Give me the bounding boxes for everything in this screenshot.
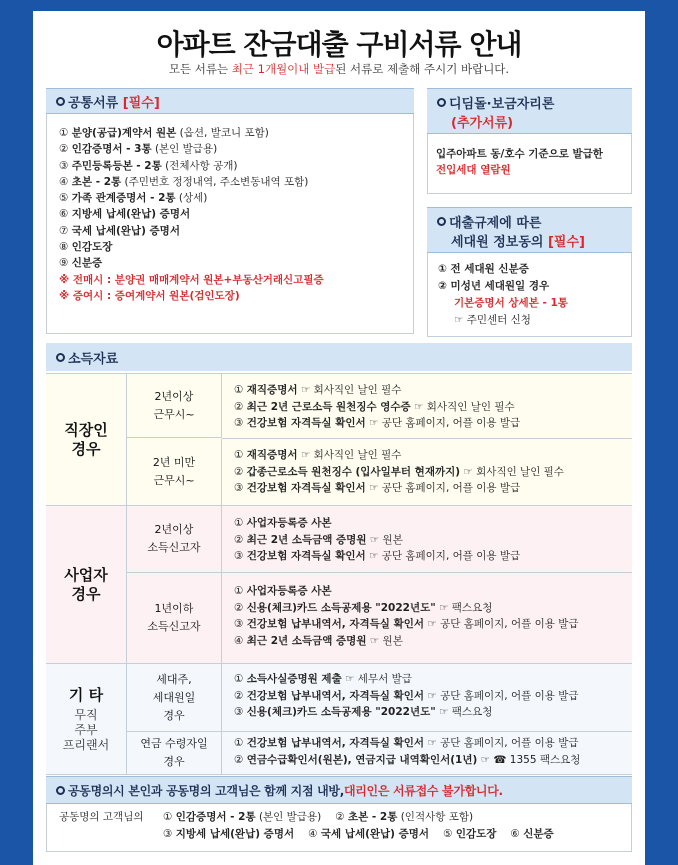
item-number: ② [234,601,247,614]
item-title: 갑종근로소득 원천징수 (입사일부터 현재까지) [246,465,461,478]
item-title: 건강보험 자격득실 확인서 [246,550,366,562]
item-note: (상세) [175,192,208,205]
didimdol-header [427,88,632,134]
item-number: ④ [59,175,72,188]
item-title: 재직증명서 [246,384,298,396]
document-page [33,11,645,865]
income-header [46,343,632,371]
common-doc-item [59,125,324,141]
item-number: ④ [308,828,321,840]
item-title: 주민등록등본 - 2통 [71,159,162,172]
page-title: 아파트 잔금대출 구비서류 안내 [156,28,522,61]
item-number: ② [59,143,72,156]
required-tag: [필수] [547,235,585,250]
item-number: ② [234,533,247,546]
joint-line2 [163,826,568,843]
item-title: 인감도장 [71,241,113,254]
employee-sub-2yr [127,374,222,438]
item-number: ① [234,737,247,749]
business-label-line1: 사업자 [64,565,108,584]
page-subtitle [33,61,645,77]
employee-label-line1: 직장인 [64,420,108,439]
business-1yr-list [234,583,579,649]
item-note: ☞ 팩스요청 [435,706,493,718]
item-title: 초본 - 2통 [347,811,398,823]
income-doc-item [234,447,564,464]
other-household-list [234,671,579,721]
common-doc-item [59,206,324,222]
common-doc-item [59,141,324,157]
income-doc-item [234,600,579,617]
business-label-line2: 경우 [71,584,101,603]
item-number: ① [59,127,72,139]
employee-label [46,374,127,505]
other-sub-household [127,664,222,731]
item-number: ② [234,400,247,413]
other-sub-household-line3: 경우 [163,708,185,722]
employee-sub-under2yr-line2: 근무시~ [153,474,195,487]
item-number: ① [163,811,176,823]
other-label-sub-1: 무직 [74,707,98,722]
item-number: ③ [59,159,72,172]
item-title: 신분증 [71,257,103,270]
employee-sub-under2yr [127,439,222,505]
regulation-item-1: ① 전 세대원 신분증 [438,263,529,275]
other-label-main: 기 타 [68,685,104,704]
item-note: (본인 발급용) [255,811,322,823]
item-number: ④ [234,634,247,647]
income-title: 소득자료 [68,351,119,367]
item-number: ⑤ [443,828,456,840]
item-title: 건강보험 납부내역서, 자격득실 확인서 [246,618,425,630]
item-title: 지방세 납세(완납) 증명서 [175,828,295,840]
item-number: ⑥ [59,208,72,221]
circle-bullet-icon [56,353,65,362]
circle-bullet-icon [56,97,65,106]
item-title: 가족 관계증명서 - 2통 [71,192,176,205]
item-title: 분양(공급)계약서 원본 [71,127,177,139]
employee-sub-under2yr-line1: 2년 미만 [152,456,196,469]
item-note: ☞ 세무서 발급 [341,673,412,685]
item-title: 신용(체크)카드 소득공제용 "2022년도" [246,601,436,614]
item-note: ☞ ☎ 1355 팩스요청 [477,753,581,766]
business-label [46,506,127,663]
regulation-title-1: 대출규제에 따른 [449,216,542,231]
item-note: ☞ 회사직인 날인 필수 [460,465,564,478]
regulation-item-2-detail: 기본증명서 상세본 - 1통 [454,297,568,309]
item-title: 지방세 납세(완납) 증명서 [71,208,191,221]
income-doc-item [234,415,520,432]
item-note: ☞ 공단 홈페이지, 어플 이용 발급 [424,689,579,702]
business-sub-1yr [127,573,222,663]
common-doc-item [59,239,324,255]
item-title: 재직증명서 [246,449,298,461]
subtitle-text-end: 된 서류로 제출해 주시기 바랍니다. [335,62,510,76]
other-sub-household-line2: 세대원일 [152,690,196,704]
business-sub-1yr-line1: 1년이하 [154,602,194,615]
common-docs-list [59,125,324,304]
common-doc-note: ※ 증여시 : 증여계약서 원본(검인도장) [59,289,240,302]
circle-bullet-icon [56,786,65,795]
required-tag: [필수] [122,95,160,111]
item-note: ☞ 회사직인 날인 필수 [410,400,515,413]
item-number: ② [234,689,247,702]
item-title: 초본 - 2통 [71,175,122,188]
item-note: (전체사항 공개) [161,159,238,172]
employee-under2yr-list [234,447,564,497]
business-sub-2yr-line2: 소득신고자 [147,541,201,554]
income-doc-item [234,688,579,705]
income-doc-item [234,583,579,600]
employee-sub-2yr-line2: 근무시~ [153,407,195,421]
item-title: 신분증 [523,828,554,840]
regulation-header [427,207,632,253]
employee-label-line2: 경우 [71,439,101,458]
regulation-item-2: ② 미성년 세대원일 경우 [438,280,550,292]
didimdol-line2: 전입세대 열람원 [436,164,511,177]
item-title: 국세 납세(완납) 증명서 [320,828,430,840]
item-note: (본인 발급용) [151,143,218,156]
item-number: ③ [234,550,247,562]
item-note: (주민번호 정정내역, 주소변동내역 포함) [121,175,309,188]
other-sub-household-line1: 세대주, [156,672,192,686]
item-number: ② [234,753,247,766]
subtitle-highlight: 최근 1개월이내 발급 [231,62,336,76]
item-title: 인감증명서 - 2통 [175,811,256,823]
joint-title: 공동명의시 본인과 공동명의 고객님은 함께 지점 내방, [68,783,344,798]
regulation-content [438,261,568,329]
income-doc-item [234,671,579,688]
item-number: ⑧ [59,241,72,254]
employee-2yr-list [234,382,520,432]
item-title: 최근 2년 소득금액 증명원 [246,634,367,647]
income-doc-item [234,548,520,565]
didimdol-line1: 입주아파트 동/호수 기준으로 발급한 [436,148,603,160]
item-number: ③ [163,828,176,840]
income-doc-item [234,464,564,481]
item-note: ☞ 공단 홈페이지, 어플 이용 발급 [365,482,521,494]
joint-doc-item [335,811,473,823]
item-title: 사업자등록증 사본 [246,517,332,529]
joint-doc-item [510,828,553,840]
income-doc-item [234,532,520,549]
joint-title-warning: 대리인은 서류접수 불가합니다. [343,783,503,798]
item-title: 사업자등록증 사본 [246,585,332,597]
common-doc-item [59,174,324,190]
business-sub-2yr-line1: 2년이상 [154,523,194,536]
item-title: 건강보험 납부내역서, 자격득실 확인서 [246,737,425,749]
didimdol-content [436,146,603,179]
didimdol-title: 디딤돌·보금자리론 [449,97,555,112]
item-number: ① [234,585,247,597]
other-sub-pension-line2: 경우 [163,755,185,768]
joint-doc-item [163,828,294,840]
item-note: (옵션, 발코니 포함) [176,127,269,139]
item-number: ③ [234,482,247,494]
item-title: 최근 2년 소득금액 증명원 [246,533,367,546]
business-sub-2yr [127,506,222,572]
item-note: ☞ 팩스요청 [435,601,493,614]
subtitle-text: 모든 서류는 [168,62,232,76]
joint-header [46,776,632,804]
other-label [46,664,127,774]
common-doc-item [59,255,324,271]
regulation-title-2: 세대원 정보동의 [451,235,544,250]
other-label-sub-2: 주부 [74,722,98,737]
circle-bullet-icon [437,217,446,226]
item-number: ③ [234,618,247,630]
income-doc-item [234,382,520,399]
item-number: ⑨ [59,257,72,270]
income-doc-item [234,616,579,633]
item-number: ① [234,673,247,685]
item-number: ⑥ [510,828,524,840]
item-title: 건강보험 자격득실 확인서 [246,482,366,494]
item-note: ☞ 회사직인 날인 필수 [297,449,402,461]
other-label-sub-3: 프리랜서 [62,737,110,752]
common-docs-title: 공통서류 [68,95,119,111]
item-note: ☞ 공단 홈페이지, 어플 이용 발급 [365,550,521,562]
joint-label: 공동명의 고객님의 [59,811,144,823]
item-title: 최근 2년 근로소득 원천징수 영수증 [246,400,411,413]
item-title: 소득사실증명원 제출 [246,673,342,685]
common-doc-item [59,158,324,174]
common-docs-header [46,88,414,114]
item-note: ☞ 공단 홈페이지, 어플 이용 발급 [424,737,579,749]
item-note: ☞ 원본 [366,634,403,647]
item-title: 인감증명서 - 3통 [71,143,152,156]
regulation-item-2-note: ☞ 주민센터 신청 [454,314,531,326]
business-2yr-list [234,515,520,565]
other-pension-list [234,735,580,768]
income-doc-item [234,480,564,497]
income-doc-item [234,399,520,416]
other-group [46,663,632,775]
other-sub-pension-line1: 연금 수령자일 [140,737,208,750]
income-doc-item [234,735,580,752]
common-doc-item [59,190,324,206]
joint-content [59,809,568,843]
joint-doc-item [163,811,321,823]
income-doc-item [234,752,580,769]
item-title: 연금수급확인서(원본), 연금지급 내역확인서(1년) [246,753,478,766]
item-title: 건강보험 납부내역서, 자격득실 확인서 [246,689,425,702]
divider [222,438,632,439]
employee-sub-2yr-line1: 2년이상 [154,389,194,403]
item-number: ② [335,811,348,823]
income-doc-item [234,515,520,532]
other-sub-pension [127,732,222,774]
item-number: ② [234,465,247,478]
item-note: ☞ 공단 홈페이지, 어플 이용 발급 [424,618,579,630]
common-doc-note: ※ 전매시 : 분양권 매매계약서 원본+부동산거래신고필증 [59,273,324,286]
joint-doc-item [308,828,429,840]
item-number: ③ [234,417,247,429]
item-note: (인적사항 포함) [397,811,474,823]
item-title: 신용(체크)카드 소득공제용 "2022년도" [246,706,436,718]
income-doc-item [234,633,579,650]
item-title: 인감도장 [455,828,497,840]
additional-tag: (추가서류) [451,116,514,131]
item-title: 국세 납세(완납) 증명서 [71,224,180,237]
circle-bullet-icon [437,98,446,107]
item-number: ③ [234,706,247,718]
joint-doc-item [443,828,496,840]
item-number: ① [234,449,247,461]
business-sub-1yr-line2: 소득신고자 [147,620,201,633]
item-note: ☞ 원본 [366,533,403,546]
item-title: 건강보험 자격득실 확인서 [246,417,366,429]
joint-line1 [163,809,487,826]
employee-group [46,373,632,505]
item-number: ⑤ [59,192,72,205]
item-number: ① [234,384,247,396]
income-doc-item [234,704,579,721]
common-doc-item [59,223,324,239]
item-note: ☞ 공단 홈페이지, 어플 이용 발급 [365,417,521,429]
item-number: ① [234,517,247,529]
item-number: ⑦ [59,224,72,237]
item-note: ☞ 회사직인 날인 필수 [297,384,402,396]
business-group [46,505,632,663]
